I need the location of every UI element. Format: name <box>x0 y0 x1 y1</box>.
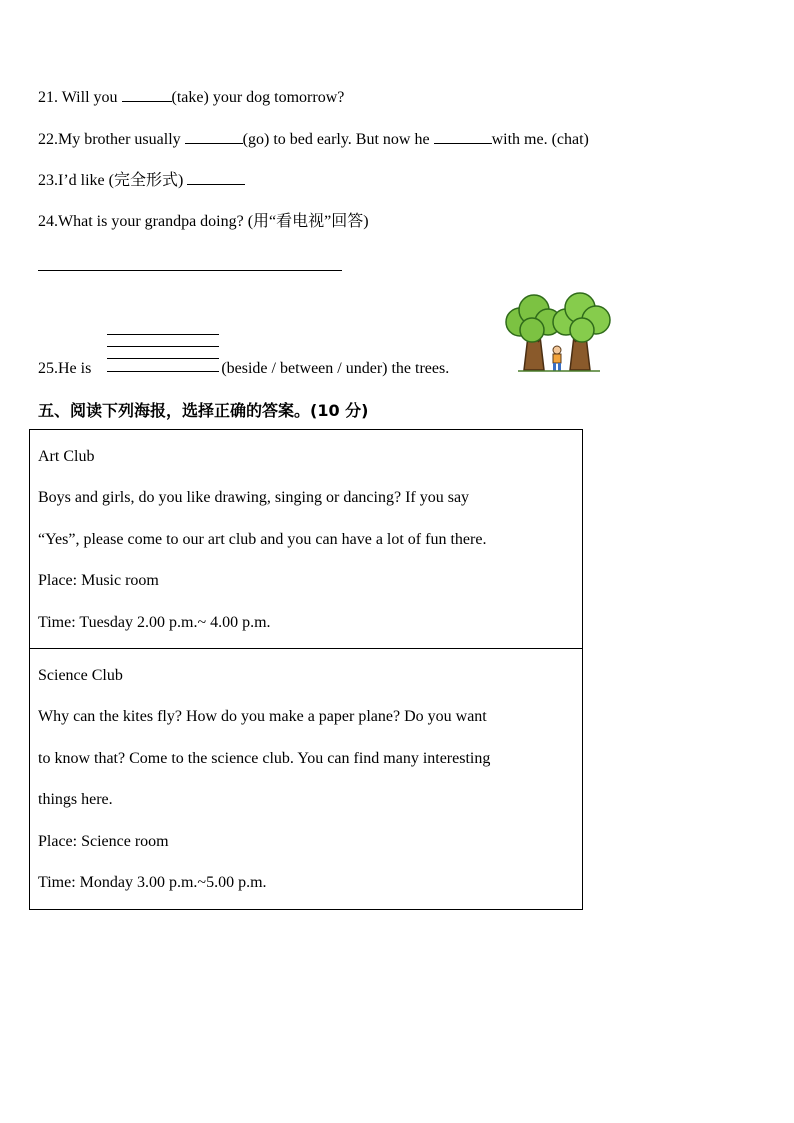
question-text: .I’d like <box>54 172 105 189</box>
answer-blank[interactable] <box>122 87 172 102</box>
question-text: .What is your grandpa doing? (用“看电视”回答) <box>54 213 369 230</box>
question-number: 23 <box>38 172 54 189</box>
answer-blank[interactable] <box>185 129 243 144</box>
club-time: Time: Tuesday 2.00 p.m.~ 4.00 p.m. <box>38 614 271 631</box>
answer-line-stack[interactable] <box>107 346 219 347</box>
question-text: (take) your dog tomorrow? <box>171 89 345 106</box>
club-text: Why can the kites fly? How do you make a paper plane? Do you want <box>38 708 487 725</box>
question-number: 24 <box>38 213 54 230</box>
club-time: Time: Monday 3.00 p.m.~5.00 p.m. <box>38 874 267 891</box>
club-text: “Yes”, please come to our art club and you can have a lot of fun there. <box>38 531 487 548</box>
trees-with-boy-icon <box>500 292 616 374</box>
question-number: 25 <box>38 360 54 377</box>
question-text: (beside / between / under) the trees. <box>221 360 450 377</box>
question-text: with me. (chat) <box>491 131 589 148</box>
question-25 <box>38 359 449 379</box>
club-text: things here. <box>38 791 113 808</box>
club-text: to know that? Come to the science club. You can find many interesting <box>38 750 491 767</box>
question-text: . Will you <box>54 89 118 106</box>
question-text: (go) to bed early. But now he <box>242 131 430 148</box>
club-text: Boys and girls, do you like drawing, singing or dancing? If you say <box>38 489 470 506</box>
question-number: 22 <box>38 131 54 148</box>
question-22 <box>38 129 589 150</box>
question-23 <box>38 170 245 191</box>
section-heading: 五、阅读下列海报，选择正确的答案。(10 分) <box>38 401 369 420</box>
science-club-section <box>30 648 582 909</box>
poster-table <box>29 429 583 910</box>
answer-blank[interactable] <box>187 170 245 185</box>
question-hint: (完全形式) <box>108 172 184 189</box>
answer-line-stack[interactable] <box>107 334 219 335</box>
club-title: Science Club <box>38 667 123 684</box>
club-title: Art Club <box>38 448 95 465</box>
question-21 <box>38 87 344 108</box>
club-place: Place: Science room <box>38 833 169 850</box>
answer-blank[interactable] <box>434 129 492 144</box>
question-24 <box>38 212 369 232</box>
art-club-section <box>30 430 582 648</box>
question-number: 21 <box>38 89 54 106</box>
question-text: .My brother usually <box>54 131 181 148</box>
question-text: .He is <box>54 360 92 377</box>
answer-line[interactable] <box>38 270 342 271</box>
club-place: Place: Music room <box>38 572 159 589</box>
